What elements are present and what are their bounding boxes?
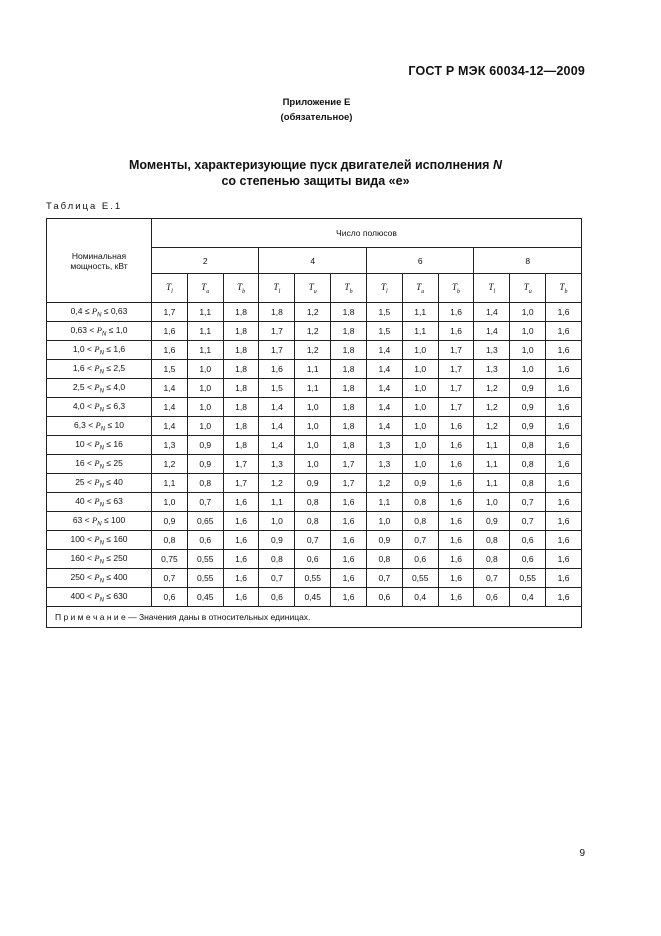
torque-symbol-header: $T_u$ [402, 274, 438, 303]
torque-value-cell: 1,6 [546, 569, 582, 588]
torque-value-cell: 0,6 [295, 550, 331, 569]
torque-value-cell: 1,0 [366, 512, 402, 531]
torque-value-cell: 1,0 [402, 417, 438, 436]
torque-value-cell: 1,6 [259, 360, 295, 379]
torque-value-cell: 1,4 [152, 379, 188, 398]
torque-value-cell: 1,4 [259, 417, 295, 436]
power-range-cell: $250 < P_N \le 400$ [47, 569, 152, 588]
section-title [0, 157, 661, 189]
torque-value-cell: 1,6 [438, 417, 474, 436]
torque-value-cell: 1,1 [295, 379, 331, 398]
table-row [47, 417, 582, 436]
torque-value-cell: 1,6 [546, 341, 582, 360]
starting-torque-table [46, 218, 582, 628]
torque-value-cell: 1,0 [474, 493, 510, 512]
torque-value-cell: 1,7 [331, 455, 367, 474]
torque-value-cell: 1,3 [366, 436, 402, 455]
power-range-cell: $4,0 < P_N \le 6,3$ [47, 398, 152, 417]
table-row [47, 512, 582, 531]
torque-value-cell: 1,0 [187, 379, 223, 398]
torque-value-cell: 0,9 [187, 455, 223, 474]
torque-value-cell: 1,3 [366, 455, 402, 474]
torque-value-cell: 1,3 [474, 360, 510, 379]
torque-value-cell: 0,7 [474, 569, 510, 588]
torque-value-cell: 1,6 [438, 550, 474, 569]
torque-value-cell: 0,8 [366, 550, 402, 569]
torque-value-cell: 1,1 [295, 360, 331, 379]
torque-value-cell: 1,4 [366, 341, 402, 360]
torque-value-cell: 1,0 [259, 512, 295, 531]
torque-value-cell: 0,7 [295, 531, 331, 550]
torque-value-cell: 1,6 [546, 588, 582, 607]
torque-symbol-header: $T_l$ [152, 274, 188, 303]
torque-value-cell: 1,0 [510, 303, 546, 322]
appendix-status: (обязательное) [280, 112, 353, 123]
torque-value-cell: 1,6 [223, 588, 259, 607]
torque-value-cell: 1,2 [295, 303, 331, 322]
table-row [47, 550, 582, 569]
torque-value-cell: 1,3 [259, 455, 295, 474]
torque-value-cell: 1,2 [474, 379, 510, 398]
poles-header: Число полюсов [152, 219, 582, 248]
torque-value-cell: 0,55 [510, 569, 546, 588]
torque-value-cell: 1,6 [223, 512, 259, 531]
power-range-cell: $63 < P_N \le 100$ [47, 512, 152, 531]
torque-value-cell: 0,7 [510, 512, 546, 531]
torque-symbol-header: $T_b$ [331, 274, 367, 303]
torque-value-cell: 0,8 [402, 493, 438, 512]
torque-value-cell: 1,6 [331, 588, 367, 607]
torque-value-cell: 1,1 [187, 322, 223, 341]
torque-value-cell: 1,7 [223, 474, 259, 493]
torque-value-cell: 1,6 [438, 512, 474, 531]
torque-value-cell: 0,8 [295, 512, 331, 531]
torque-value-cell: 1,5 [366, 303, 402, 322]
torque-value-cell: 0,55 [187, 569, 223, 588]
torque-value-cell: 0,55 [295, 569, 331, 588]
torque-value-cell: 1,0 [402, 379, 438, 398]
torque-value-cell: 1,4 [474, 303, 510, 322]
torque-value-cell: 1,6 [152, 341, 188, 360]
torque-value-cell: 1,1 [259, 493, 295, 512]
torque-value-cell: 1,6 [438, 531, 474, 550]
torque-symbol-header: $T_u$ [187, 274, 223, 303]
torque-value-cell: 1,6 [546, 303, 582, 322]
torque-value-cell: 1,1 [474, 436, 510, 455]
torque-value-cell: 1,6 [438, 455, 474, 474]
torque-value-cell: 0,8 [259, 550, 295, 569]
torque-value-cell: 1,8 [259, 303, 295, 322]
torque-value-cell: 1,2 [259, 474, 295, 493]
section-title-line2: со степенью защиты вида «е» [221, 174, 410, 188]
torque-value-cell: 0,6 [152, 588, 188, 607]
torque-value-cell: 1,1 [474, 455, 510, 474]
torque-value-cell: 1,0 [187, 360, 223, 379]
torque-value-cell: 1,5 [366, 322, 402, 341]
table-row [47, 474, 582, 493]
torque-value-cell: 0,9 [295, 474, 331, 493]
torque-value-cell: 0,8 [152, 531, 188, 550]
torque-value-cell: 0,9 [474, 512, 510, 531]
pole-count-header: 4 [259, 248, 366, 274]
torque-value-cell: 1,0 [187, 417, 223, 436]
torque-value-cell: 1,6 [438, 436, 474, 455]
torque-value-cell: 1,1 [187, 341, 223, 360]
torque-value-cell: 1,3 [152, 436, 188, 455]
torque-value-cell: 1,0 [510, 341, 546, 360]
torque-value-cell: 0,8 [402, 512, 438, 531]
section-title-line1: Моменты, характеризующие пуск двигателей исполнения N [129, 158, 502, 172]
torque-value-cell: 1,1 [187, 303, 223, 322]
torque-value-cell: 1,8 [331, 398, 367, 417]
torque-symbol-header: $T_l$ [474, 274, 510, 303]
power-range-cell: $400 < P_N \le 630$ [47, 588, 152, 607]
torque-value-cell: 1,8 [331, 322, 367, 341]
pole-count-header: 2 [152, 248, 259, 274]
torque-value-cell: 1,6 [331, 550, 367, 569]
torque-value-cell: 1,0 [152, 493, 188, 512]
torque-value-cell: 1,1 [402, 303, 438, 322]
torque-value-cell: 1,1 [152, 474, 188, 493]
torque-value-cell: 0,6 [259, 588, 295, 607]
torque-value-cell: 0,6 [474, 588, 510, 607]
torque-value-cell: 1,6 [546, 474, 582, 493]
torque-value-cell: 1,8 [223, 322, 259, 341]
torque-value-cell: 0,6 [187, 531, 223, 550]
torque-value-cell: 1,6 [438, 303, 474, 322]
table-row [47, 303, 582, 322]
torque-value-cell: 1,5 [259, 379, 295, 398]
torque-value-cell: 1,4 [366, 379, 402, 398]
table-row [47, 398, 582, 417]
torque-value-cell: 1,8 [223, 303, 259, 322]
torque-value-cell: 1,2 [295, 341, 331, 360]
power-range-cell: $100 < P_N \le 160$ [47, 531, 152, 550]
power-range-cell: $25 < P_N \le 40$ [47, 474, 152, 493]
pole-count-header: 8 [474, 248, 581, 274]
table-row [47, 569, 582, 588]
torque-value-cell: 1,8 [331, 303, 367, 322]
torque-value-cell: 1,8 [331, 436, 367, 455]
power-range-cell: $16 < P_N \le 25$ [47, 455, 152, 474]
appendix-heading [0, 95, 661, 125]
torque-value-cell: 1,4 [366, 360, 402, 379]
torque-value-cell: 0,7 [366, 569, 402, 588]
torque-value-cell: 1,0 [402, 398, 438, 417]
torque-value-cell: 1,0 [295, 455, 331, 474]
torque-value-cell: 1,4 [152, 398, 188, 417]
table-row [47, 588, 582, 607]
torque-value-cell: 1,6 [438, 588, 474, 607]
torque-value-cell: 1,8 [223, 436, 259, 455]
power-range-cell: $160 < P_N \le 250$ [47, 550, 152, 569]
torque-value-cell: 1,6 [223, 531, 259, 550]
torque-value-cell: 0,9 [510, 417, 546, 436]
torque-value-cell: 0,7 [402, 531, 438, 550]
torque-value-cell: 1,2 [474, 398, 510, 417]
torque-value-cell: 0,7 [152, 569, 188, 588]
torque-value-cell: 0,8 [510, 436, 546, 455]
torque-value-cell: 1,8 [223, 398, 259, 417]
torque-value-cell: 1,4 [152, 417, 188, 436]
torque-value-cell: 1,6 [546, 493, 582, 512]
torque-symbol-header: $T_l$ [366, 274, 402, 303]
table-row [47, 531, 582, 550]
torque-value-cell: 1,6 [331, 512, 367, 531]
power-range-cell: $6,3 < P_N \le 10$ [47, 417, 152, 436]
torque-value-cell: 1,7 [438, 360, 474, 379]
torque-value-cell: 1,8 [331, 341, 367, 360]
table-row [47, 360, 582, 379]
standard-header: ГОСТ Р МЭК 60034-12—2009 [408, 64, 585, 78]
torque-value-cell: 1,4 [259, 398, 295, 417]
pole-count-header: 6 [366, 248, 473, 274]
torque-value-cell: 1,0 [295, 398, 331, 417]
table-row [47, 341, 582, 360]
torque-value-cell: 0,75 [152, 550, 188, 569]
torque-value-cell: 1,8 [331, 417, 367, 436]
torque-value-cell: 1,4 [366, 398, 402, 417]
page-number: 9 [579, 848, 585, 859]
torque-value-cell: 1,7 [259, 341, 295, 360]
torque-value-cell: 1,3 [474, 341, 510, 360]
torque-value-cell: 1,7 [152, 303, 188, 322]
torque-value-cell: 1,6 [546, 436, 582, 455]
torque-value-cell: 1,6 [223, 569, 259, 588]
torque-value-cell: 1,8 [331, 379, 367, 398]
torque-value-cell: 1,7 [223, 455, 259, 474]
torque-value-cell: 1,8 [331, 360, 367, 379]
torque-value-cell: 1,0 [402, 341, 438, 360]
torque-value-cell: 0,6 [402, 550, 438, 569]
torque-value-cell: 1,4 [366, 417, 402, 436]
torque-value-cell: 1,6 [438, 322, 474, 341]
torque-value-cell: 0,8 [510, 474, 546, 493]
torque-value-cell: 1,6 [546, 360, 582, 379]
torque-value-cell: 1,2 [295, 322, 331, 341]
torque-value-cell: 1,0 [402, 436, 438, 455]
torque-value-cell: 1,2 [366, 474, 402, 493]
torque-symbol-header: $T_b$ [438, 274, 474, 303]
table-row [47, 455, 582, 474]
torque-value-cell: 0,6 [510, 531, 546, 550]
power-range-cell: $1,0 < P_N \le 1,6$ [47, 341, 152, 360]
torque-value-cell: 1,1 [474, 474, 510, 493]
torque-value-cell: 1,6 [546, 455, 582, 474]
torque-symbol-header: $T_b$ [546, 274, 582, 303]
torque-value-cell: 1,6 [546, 379, 582, 398]
power-range-cell: $0,4 \le P_N \le 0,63$ [47, 303, 152, 322]
torque-symbol-header: $T_u$ [295, 274, 331, 303]
table-row [47, 322, 582, 341]
torque-value-cell: 1,4 [259, 436, 295, 455]
torque-value-cell: 1,8 [223, 360, 259, 379]
power-range-cell: $0,63 < P_N \le 1,0$ [47, 322, 152, 341]
torque-value-cell: 0,7 [259, 569, 295, 588]
torque-symbol-header: $T_b$ [223, 274, 259, 303]
torque-value-cell: 1,6 [438, 569, 474, 588]
power-header: Номинальная мощность, кВт [47, 219, 152, 303]
appendix-title: Приложение Е [282, 97, 351, 108]
torque-value-cell: 0,4 [402, 588, 438, 607]
torque-value-cell: 1,8 [223, 417, 259, 436]
torque-value-cell: 1,6 [546, 322, 582, 341]
torque-value-cell: 1,0 [295, 436, 331, 455]
torque-value-cell: 0,55 [402, 569, 438, 588]
table-row [47, 436, 582, 455]
torque-value-cell: 1,4 [474, 322, 510, 341]
torque-value-cell: 0,9 [510, 398, 546, 417]
torque-value-cell: 1,6 [546, 531, 582, 550]
table-caption: Таблица Е.1 [46, 201, 123, 212]
torque-value-cell: 0,8 [187, 474, 223, 493]
torque-value-cell: 1,8 [223, 341, 259, 360]
torque-value-cell: 1,0 [402, 360, 438, 379]
torque-value-cell: 0,9 [152, 512, 188, 531]
torque-value-cell: 1,6 [438, 474, 474, 493]
torque-value-cell: 1,1 [366, 493, 402, 512]
torque-value-cell: 1,8 [223, 379, 259, 398]
torque-value-cell: 1,2 [152, 455, 188, 474]
torque-value-cell: 0,9 [259, 531, 295, 550]
torque-value-cell: 1,0 [402, 455, 438, 474]
torque-value-cell: 1,6 [331, 531, 367, 550]
torque-value-cell: 1,6 [438, 493, 474, 512]
torque-value-cell: 1,0 [295, 417, 331, 436]
table-row [47, 379, 582, 398]
power-range-cell: $10 < P_N \le 16$ [47, 436, 152, 455]
torque-value-cell: 1,6 [546, 398, 582, 417]
power-range-cell: $40 < P_N \le 63$ [47, 493, 152, 512]
torque-value-cell: 1,7 [438, 379, 474, 398]
torque-value-cell: 1,7 [438, 341, 474, 360]
torque-value-cell: 0,45 [295, 588, 331, 607]
torque-value-cell: 1,1 [402, 322, 438, 341]
torque-value-cell: 1,6 [223, 550, 259, 569]
torque-value-cell: 0,7 [510, 493, 546, 512]
torque-value-cell: 1,6 [546, 512, 582, 531]
torque-value-cell: 0,4 [510, 588, 546, 607]
torque-value-cell: 1,6 [546, 417, 582, 436]
torque-value-cell: 1,6 [331, 569, 367, 588]
torque-value-cell: 0,8 [295, 493, 331, 512]
torque-symbol-header: $T_u$ [510, 274, 546, 303]
torque-value-cell: 0,8 [474, 531, 510, 550]
power-range-cell: $1,6 < P_N \le 2,5$ [47, 360, 152, 379]
torque-value-cell: 1,6 [152, 322, 188, 341]
torque-value-cell: 1,7 [331, 474, 367, 493]
torque-value-cell: 0,6 [366, 588, 402, 607]
torque-value-cell: 1,7 [438, 398, 474, 417]
torque-value-cell: 1,6 [223, 493, 259, 512]
torque-value-cell: 1,6 [546, 550, 582, 569]
torque-value-cell: 1,0 [187, 398, 223, 417]
torque-value-cell: 1,2 [474, 417, 510, 436]
torque-value-cell: 0,9 [187, 436, 223, 455]
torque-value-cell: 0,6 [510, 550, 546, 569]
torque-value-cell: 0,9 [402, 474, 438, 493]
table-note: П р и м е ч а н и е — Значения даны в относительных единицах. [47, 607, 582, 628]
torque-value-cell: 0,65 [187, 512, 223, 531]
torque-value-cell: 1,0 [510, 360, 546, 379]
torque-value-cell: 0,45 [187, 588, 223, 607]
torque-value-cell: 1,5 [152, 360, 188, 379]
torque-value-cell: 0,9 [366, 531, 402, 550]
power-range-cell: $2,5 < P_N \le 4,0$ [47, 379, 152, 398]
torque-value-cell: 1,6 [331, 493, 367, 512]
torque-value-cell: 0,55 [187, 550, 223, 569]
torque-symbol-header: $T_l$ [259, 274, 295, 303]
torque-value-cell: 1,7 [259, 322, 295, 341]
torque-value-cell: 0,8 [510, 455, 546, 474]
torque-value-cell: 0,9 [510, 379, 546, 398]
torque-value-cell: 0,7 [187, 493, 223, 512]
torque-value-cell: 0,8 [474, 550, 510, 569]
torque-value-cell: 1,0 [510, 322, 546, 341]
table-row [47, 493, 582, 512]
